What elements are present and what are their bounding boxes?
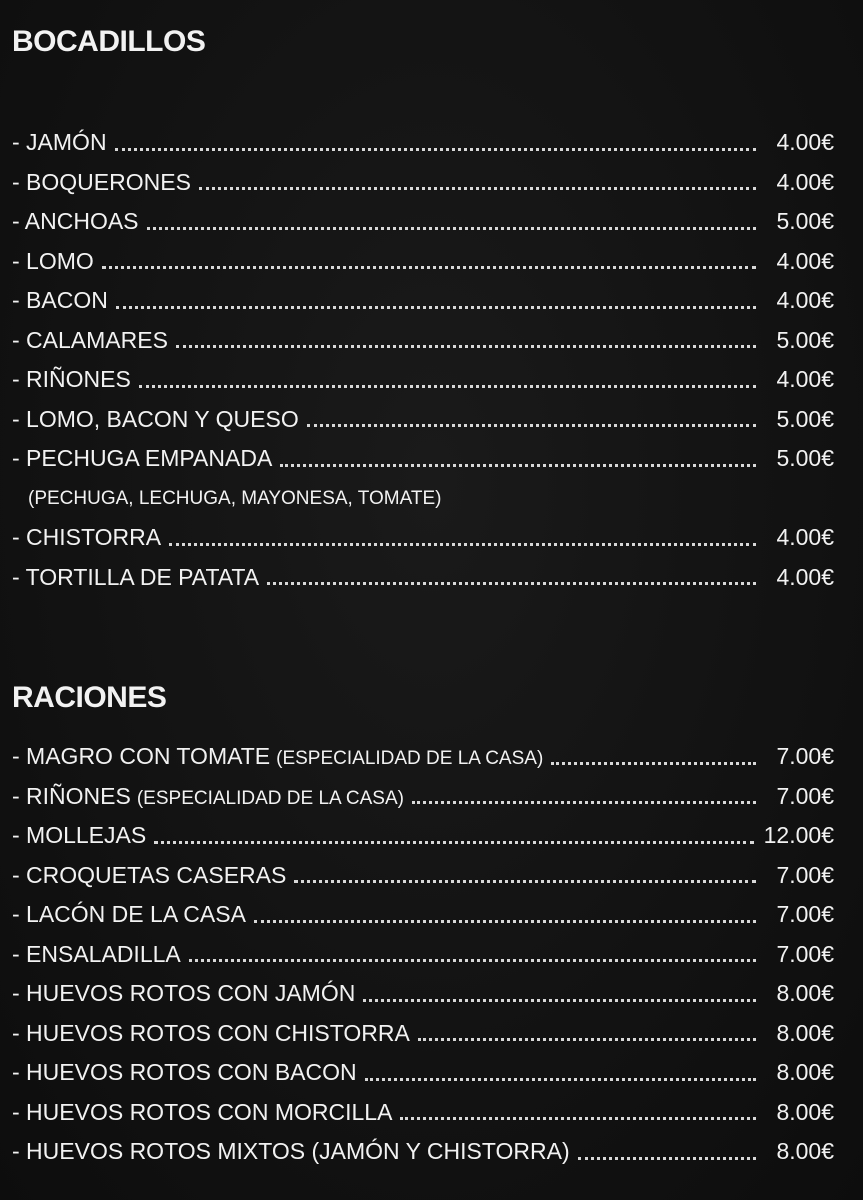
item-name: - JAMÓN — [12, 129, 107, 155]
dot-leader — [294, 879, 756, 883]
dot-leader — [363, 998, 756, 1002]
item-name: - RIÑONES — [12, 366, 131, 392]
dot-leader — [418, 1037, 756, 1041]
menu-item — [12, 400, 834, 440]
menu-item — [12, 163, 834, 203]
item-price: 4.00€ — [776, 524, 834, 550]
item-name: - LOMO, BACON Y QUESO — [12, 405, 299, 432]
dot-leader — [578, 1156, 756, 1160]
item-name: - BOQUERONES — [12, 168, 191, 195]
item-price: 8.00€ — [776, 980, 834, 1006]
item-price: 5.00€ — [776, 208, 834, 234]
item-name: - MAGRO CON TOMATE — [12, 743, 271, 769]
item-name: - HUEVOS ROTOS CON BACON — [12, 1059, 357, 1085]
item-price: 7.00€ — [776, 782, 834, 809]
item-price: 8.00€ — [776, 1138, 834, 1164]
item-name: - LOMO — [12, 247, 94, 274]
menu-item — [12, 856, 834, 896]
menu-item — [12, 1093, 834, 1133]
menu-item — [12, 242, 834, 282]
item-price: 8.00€ — [776, 1059, 834, 1085]
dot-leader — [116, 305, 756, 309]
item-name: - ENSALADILLA — [12, 940, 181, 967]
item-name: - PECHUGA EMPANADA — [12, 445, 273, 471]
item-price: 7.00€ — [776, 743, 834, 769]
menu-item — [12, 935, 834, 975]
item-name: - RIÑONES — [12, 782, 131, 809]
item-price: 5.00€ — [776, 326, 834, 353]
dot-leader — [115, 147, 756, 151]
dot-leader — [189, 958, 756, 962]
menu-item — [12, 558, 834, 598]
item-price: 8.00€ — [776, 1019, 834, 1046]
item-description: (PECHUGA, LECHUGA, MAYONESA, TOMATE) — [28, 487, 442, 509]
menu-item — [12, 439, 834, 479]
dot-leader — [551, 761, 756, 765]
dot-leader — [412, 800, 756, 804]
section-raciones — [12, 680, 834, 1172]
section-title: RACIONES — [12, 681, 167, 714]
item-price: 5.00€ — [776, 445, 834, 471]
item-name: - CROQUETAS CASERAS — [12, 861, 287, 888]
item-name: - CALAMARES — [12, 326, 168, 353]
menu-item — [12, 816, 834, 856]
menu-item — [12, 1132, 834, 1172]
dot-leader — [139, 384, 756, 388]
item-name: - HUEVOS ROTOS MIXTOS (JAMÓN Y CHISTORRA) — [12, 1138, 570, 1164]
menu-item — [12, 123, 834, 163]
item-name: - CHISTORRA — [12, 524, 162, 550]
dot-leader — [102, 265, 756, 269]
item-price: 7.00€ — [776, 940, 834, 967]
item-price: 8.00€ — [776, 1098, 834, 1125]
menu-item — [12, 1053, 834, 1093]
dot-leader — [280, 463, 756, 467]
item-name: - ANCHOAS — [12, 208, 139, 234]
item-name: - TORTILLA DE PATATA — [12, 563, 260, 590]
item-price: 12.00€ — [763, 822, 834, 848]
dot-leader — [199, 186, 756, 190]
item-price: 4.00€ — [776, 247, 834, 274]
menu-item — [12, 1014, 834, 1054]
menu-item — [12, 518, 834, 558]
dot-leader — [254, 919, 756, 923]
dot-leader — [154, 840, 753, 844]
dot-leader — [267, 581, 756, 585]
item-name: - HUEVOS ROTOS CON JAMÓN — [12, 980, 356, 1006]
menu-list-raciones — [12, 737, 834, 1172]
item-name: - MOLLEJAS — [12, 822, 147, 848]
dot-leader — [176, 344, 756, 348]
dot-leader — [169, 542, 756, 546]
menu-item — [12, 974, 834, 1014]
menu-item — [12, 737, 834, 777]
dot-leader — [365, 1077, 756, 1081]
item-price: 4.00€ — [776, 168, 834, 195]
item-name: - HUEVOS ROTOS CON CHISTORRA — [12, 1019, 410, 1046]
menu-item — [12, 360, 834, 400]
item-note: (ESPECIALIDAD DE LA CASA) — [136, 787, 404, 809]
item-price: 7.00€ — [776, 901, 834, 927]
item-name: - HUEVOS ROTOS CON MORCILLA — [12, 1098, 393, 1125]
dot-leader — [400, 1116, 756, 1120]
item-name: - BACON — [12, 287, 108, 313]
dot-leader — [147, 226, 756, 230]
item-price: 4.00€ — [776, 129, 834, 155]
item-note: (ESPECIALIDAD DE LA CASA) — [276, 748, 544, 769]
item-price: 4.00€ — [776, 287, 834, 313]
item-price: 4.00€ — [776, 563, 834, 590]
menu-item — [12, 321, 834, 361]
section-bocadillos — [12, 24, 834, 597]
menu-item — [12, 202, 834, 242]
dot-leader — [307, 423, 756, 427]
item-name: - LACÓN DE LA CASA — [12, 901, 246, 927]
item-price: 4.00€ — [776, 366, 834, 392]
item-price: 7.00€ — [776, 861, 834, 888]
menu-item — [12, 281, 834, 321]
section-title: BOCADILLOS — [12, 25, 206, 58]
menu-list-bocadillos — [12, 123, 834, 597]
menu-item — [12, 777, 834, 817]
menu-item — [12, 895, 834, 935]
item-price: 5.00€ — [776, 405, 834, 432]
